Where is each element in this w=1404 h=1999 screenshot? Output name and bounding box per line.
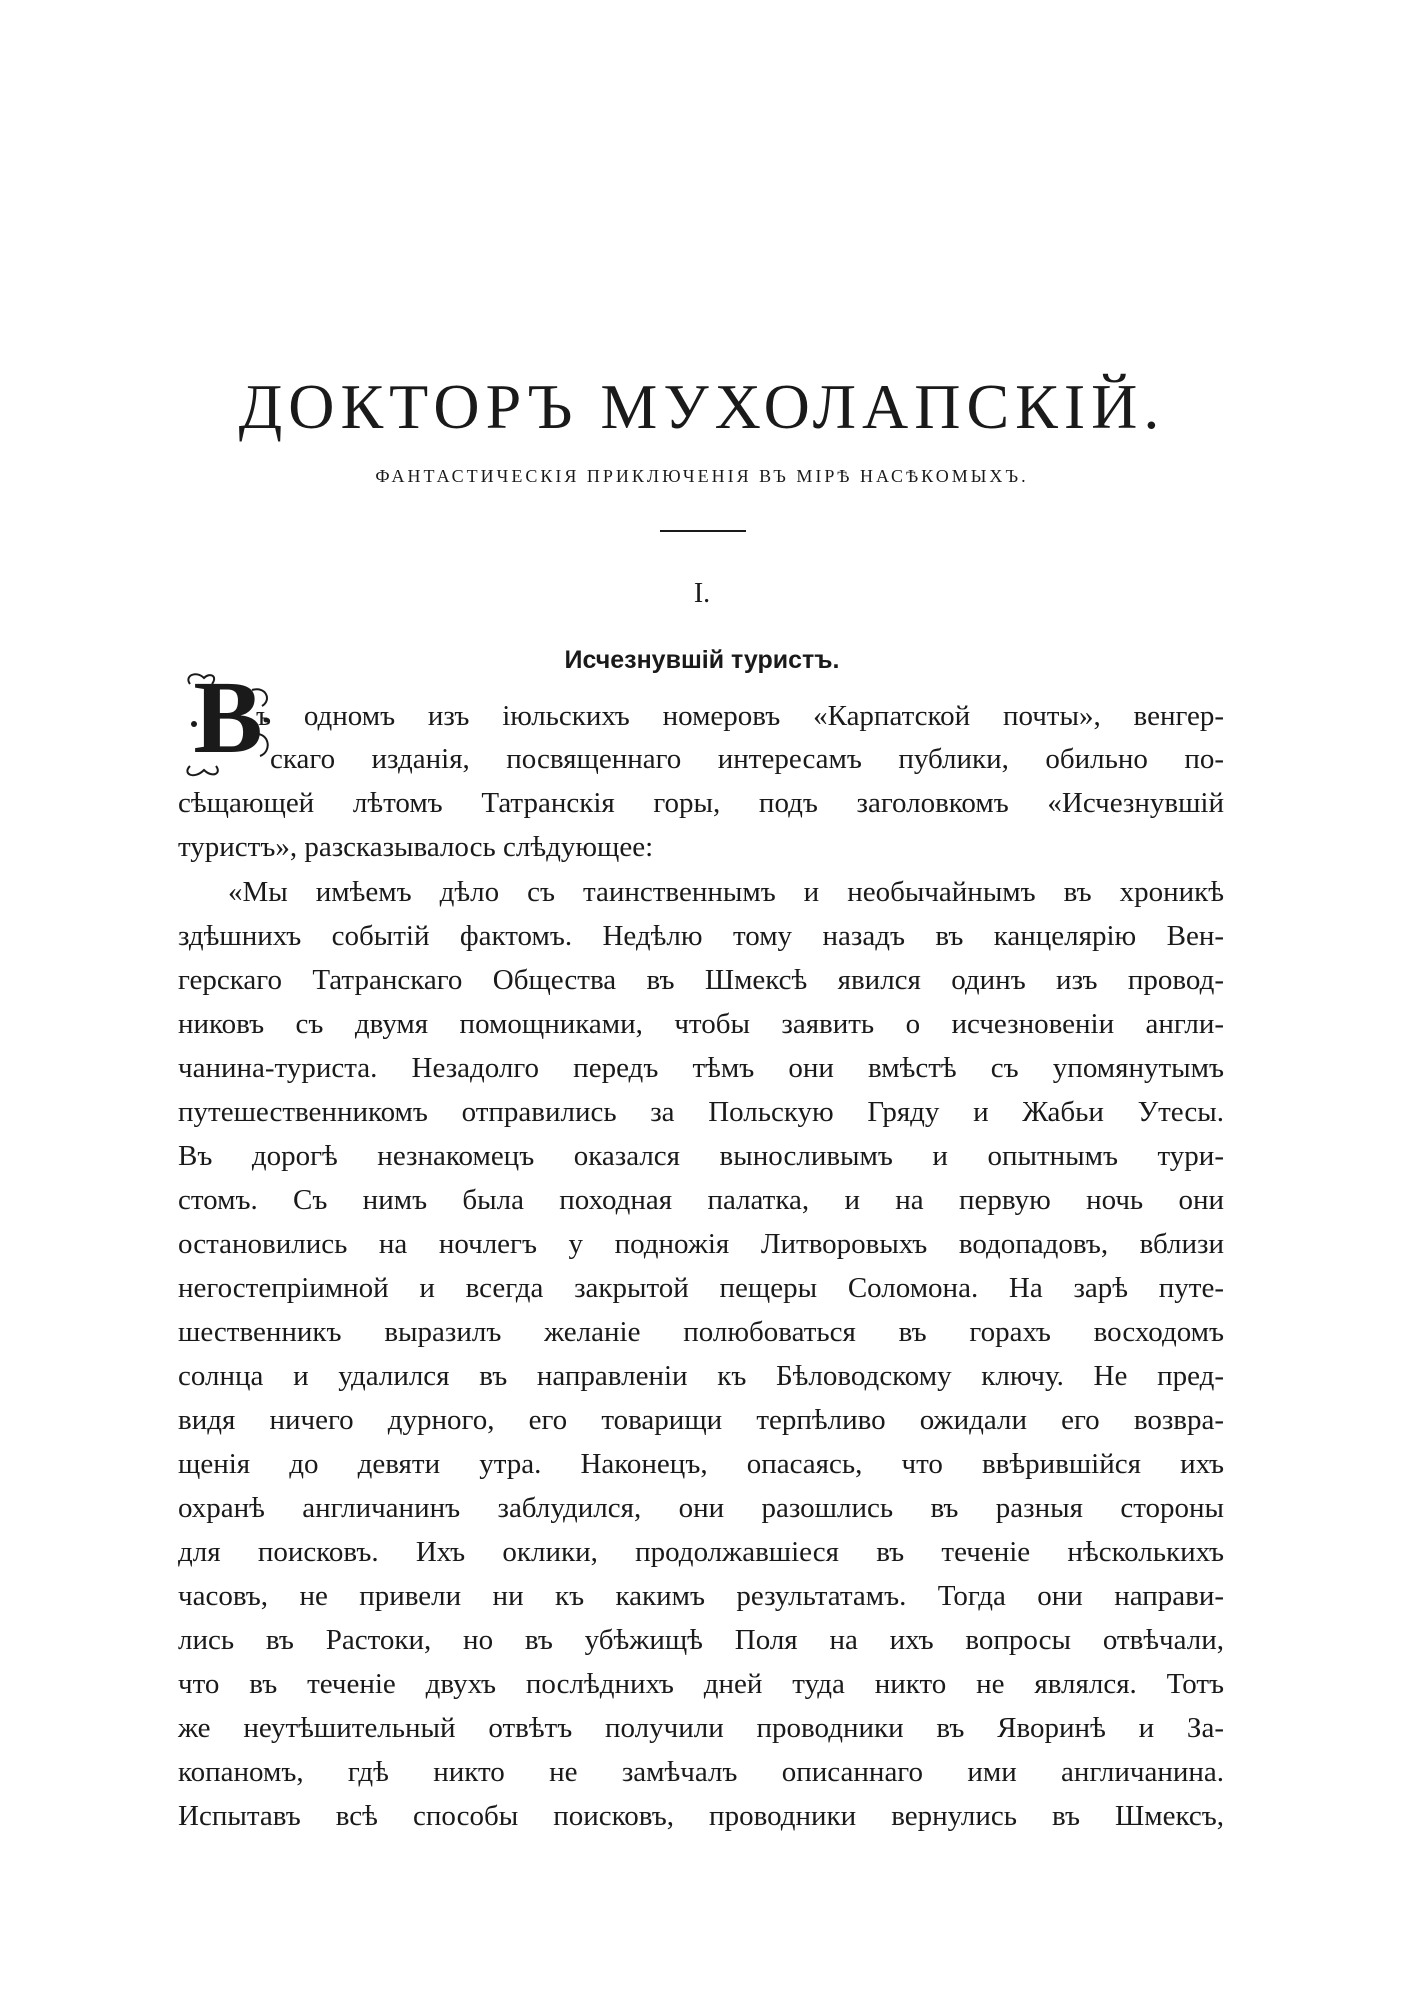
text-line: лись въ Растоки, но въ убѣжищѣ Поля на ихъ вопросы отвѣчали,: [178, 1624, 1224, 1656]
chapter-heading: Исчезнувшій туристъ.: [564, 646, 840, 674]
text-line: шественникъ выразилъ желаніе полюбоваться въ горахъ восходомъ: [178, 1316, 1224, 1348]
drop-cap-letter: В: [193, 660, 263, 775]
text-line: щенія до девяти утра. Наконецъ, опасаясь, что ввѣрившійся ихъ: [178, 1448, 1224, 1480]
text-line: ъ одномъ изъ іюльскихъ номеровъ «Карпатской почты», венгер-: [256, 700, 1224, 732]
text-line: Въ дорогѣ незнакомецъ оказался выносливымъ и опытнымъ тури-: [178, 1140, 1224, 1172]
chapter-number: I.: [693, 578, 711, 609]
story-subtitle: ФАНТАСТИЧЕСКІЯ ПРИКЛЮЧЕНІЯ ВЪ МІРѢ НАСѢКОМЫХЪ.: [375, 466, 1029, 486]
text-line: чанина-туриста. Незадолго передъ тѣмъ они вмѣстѣ съ упомянутымъ: [178, 1052, 1224, 1084]
text-line: же неутѣшительный отвѣтъ получили проводники въ Яворинѣ и За-: [178, 1712, 1224, 1744]
text-line: копаномъ, гдѣ никто не замѣчалъ описаннаго ими англичанина.: [178, 1756, 1224, 1788]
story-title: ДОКТОРЪ МУХОЛАПСКІЙ.: [238, 371, 1166, 442]
text-line: остановились на ночлегъ у подножія Литворовыхъ водопадовъ, вблизи: [178, 1228, 1224, 1260]
text-line: Испытавъ всѣ способы поисковъ, проводники вернулись въ Шмексъ,: [178, 1800, 1224, 1832]
text-line: скаго изданія, посвященнаго интересамъ публики, обильно по-: [270, 743, 1224, 775]
text-line: для поисковъ. Ихъ оклики, продолжавшіеся въ теченіе нѣсколькихъ: [178, 1536, 1224, 1568]
section-divider: [660, 530, 746, 532]
text-line: охранѣ англичанинъ заблудился, они разошлись въ разныя стороны: [178, 1492, 1224, 1524]
text-line: сѣщающей лѣтомъ Татранскія горы, подъ заголовкомъ «Исчезнувшій: [178, 787, 1224, 819]
text-line: здѣшнихъ событій фактомъ. Недѣлю тому назадъ въ канцелярію Вен-: [178, 920, 1224, 952]
text-line: солнца и удалился въ направленіи къ Бѣловодскому ключу. Не пред-: [178, 1360, 1224, 1392]
text-line: что въ теченіе двухъ послѣднихъ дней туда никто не являлся. Тотъ: [178, 1668, 1224, 1700]
text-line: никовъ съ двумя помощниками, чтобы заявить о исчезновеніи англи-: [178, 1008, 1224, 1040]
text-line: стомъ. Съ нимъ была походная палатка, и на первую ночь они: [178, 1184, 1224, 1216]
text-line: негостепріимной и всегда закрытой пещеры Соломона. На зарѣ путе-: [178, 1272, 1224, 1304]
text-line: герскаго Татранскаго Общества въ Шмексѣ явился одинъ изъ провод-: [178, 964, 1224, 996]
text-line: часовъ, не привели ни къ какимъ результатамъ. Тогда они направи-: [178, 1580, 1224, 1612]
text-line: видя ничего дурного, его товарищи терпѣливо ожидали его возвра-: [178, 1404, 1224, 1436]
text-line: «Мы имѣемъ дѣло съ таинственнымъ и необычайнымъ въ хроникѣ: [228, 876, 1224, 908]
text-line: туристъ», разсказывалось слѣдующее:: [178, 831, 654, 863]
text-line: путешественникомъ отправились за Польскую Гряду и Жабьи Утесы.: [178, 1096, 1224, 1128]
